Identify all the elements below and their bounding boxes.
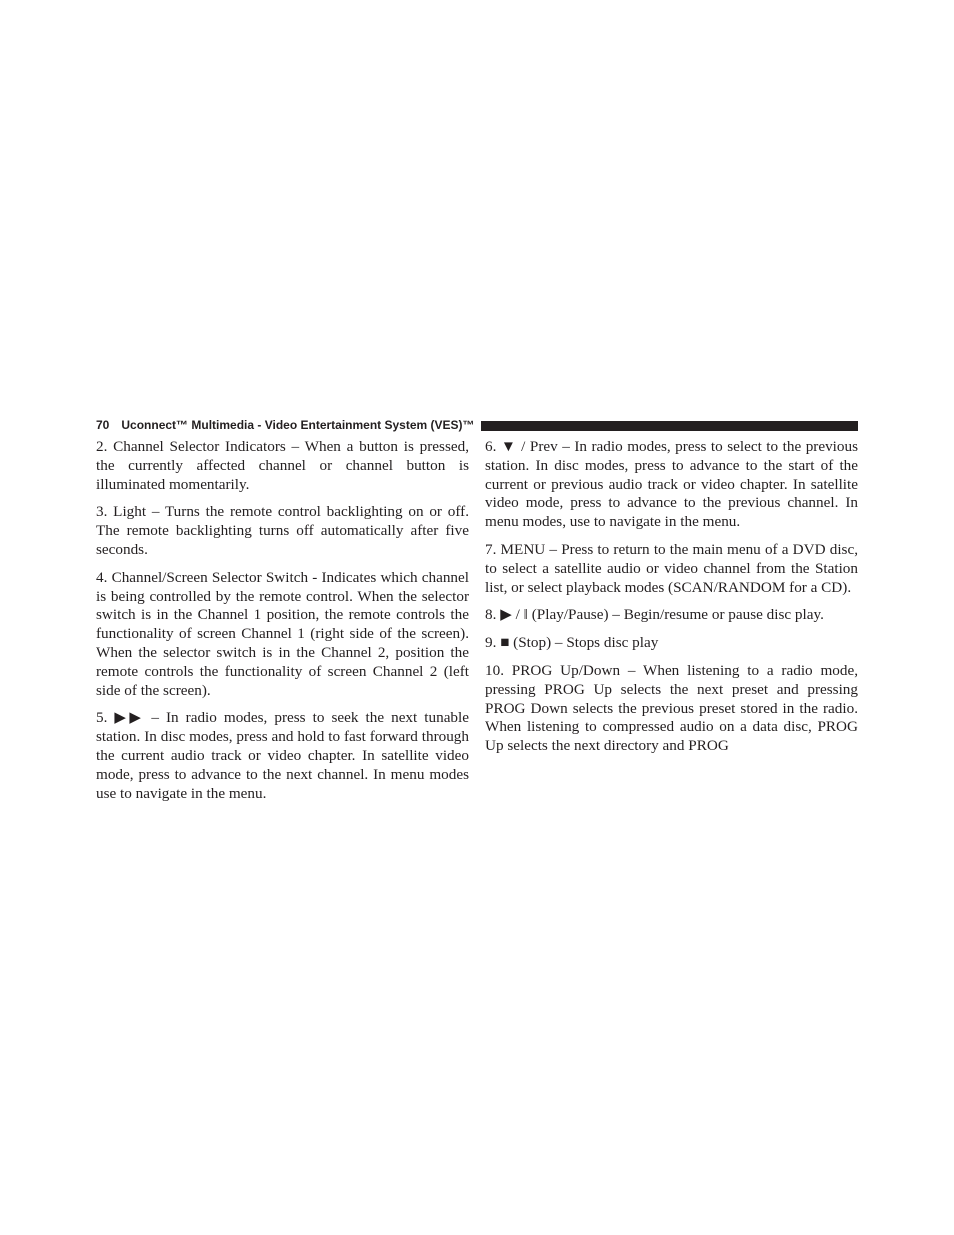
page-header — [96, 417, 858, 433]
paragraph-item-6: 6. ▼ / Prev – In radio modes, press to select to the previous station. In disc modes, press to advance to the start of the current or previous audio track or video chapter. In satellite video mode, press to advance to the previous channel. In menu modes, use to navigate in the menu. — [485, 438, 858, 531]
header-rule-bar — [481, 421, 858, 431]
paragraph-item-3: 3. Light – Turns the remote control backlighting on or off. The remote backlighting turns off automatically after five seconds. — [96, 503, 469, 558]
paragraph-item-4: 4. Channel/Screen Selector Switch - Indicates which channel is being controlled by the remote control. When the selector switch is in the Channel 1 position, the remote controls the functionality of screen Channel 1 (right side of the screen). When the selector switch is in the Channel 2, position the remote controls the functionality of screen Channel 2 (left side of the screen). — [96, 568, 469, 699]
paragraph-item-9: 9. ■ (Stop) – Stops disc play — [485, 634, 659, 652]
paragraph-item-2: 2. Channel Selector Indicators – When a button is pressed, the currently affected channel or channel button is illuminated momentarily. — [96, 438, 469, 493]
paragraph-item-8: 8. ▶ / ‖ (Play/Pause) – Begin/resume or pause disc play. — [485, 606, 824, 624]
paragraph-item-7: 7. MENU – Press to return to the main menu of a DVD disc, to select a satellite audio or video channel from the Station list, or select playback modes (SCAN/RANDOM for a CD). — [485, 540, 858, 596]
section-title: Uconnect™ Multimedia - Video Entertainment System (VES)™ — [121, 418, 475, 432]
page-number: 70 — [96, 418, 110, 432]
right-column — [485, 438, 858, 765]
paragraph-item-10: 10. PROG Up/Down – When listening to a radio mode, pressing PROG Up selects the next preset and pressing PROG Down selects the previous preset stored in the radio. When listening to compressed audio on a data disc, PROG Up selects the next directory and PROG — [485, 661, 858, 755]
paragraph-item-5: 5. ▶▶ – In radio modes, press to seek the next tunable station. In disc modes, press and hold to fast forward through the current audio track or video chapter. In satellite video mode, press to advance to the next channel. In menu modes use to navigate in the menu. — [96, 709, 469, 802]
left-column — [96, 438, 469, 812]
